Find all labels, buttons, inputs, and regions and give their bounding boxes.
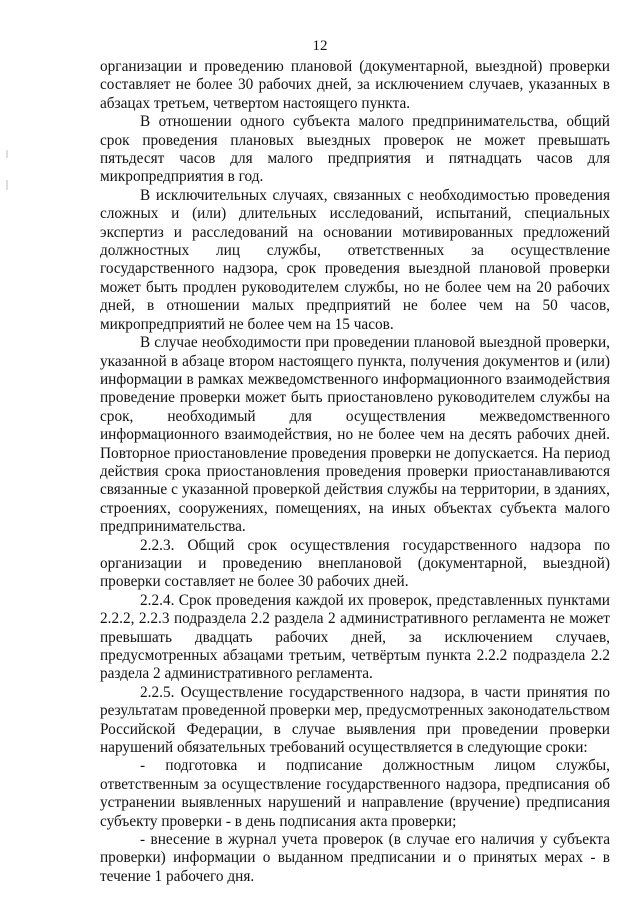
paragraph-2-2-4: 2.2.4. Срок проведения каждой их проверок, представленных пунктами 2.2.2, 2.2.3 подраздела 2.2 раздела 2 административного регламента не может превышать двадцать рабочих дней, за исключением случаев, предусмотренных абзацами третьим, четвёртым пункта 2.2.2 подраздела 2.2 раздела 2 административного регламента. [100,591,610,683]
paragraph-2-2-5: 2.2.5. Осуществление государственного надзора, в части принятия по результатам проведенной проверки мер, предусмотренных законодательством Российской Федерации, в случае выявления при проведении проверки нарушений обязательных требований осуществляется в следующие сроки: [100,683,610,757]
page-number: 12 [312,38,328,54]
list-item-prescription: - подготовка и подписание должностным лицом службы, ответственным за осуществление государственного надзора, предписания об устранении выявленных нарушений и направление (вручение) предписания субъекту проверки - в день подписания акта проверки; [100,757,610,830]
paragraph-continuation: организации и проведению плановой (документарной, выездной) проверки составляет не более 30 рабочих дней, за исключением случаев, указанных в абзацах третьем, четвертом настоящего пункта. [100,58,610,112]
paragraph-exceptional-extension: В исключительных случаях, связанных с необходимостью проведения сложных и (или) длительных исследований, испытаний, специальных экспертиз и расследований на основании мотивированных предложений должностных лиц службы, ответственных за осуществление государственного надзора, срок проведения выездной плановой проверки может быть продлен руководителем службы, но не более чем на 20 рабочих дней, в отношении малых предприятий не более чем на 50 часов, микропредприятий не более чем на 15 часов. [100,186,610,333]
list-item-journal-entry: - внесение в журнал учета проверок (в случае его наличия у субъекта проверки) информации о выданном предписании и о принятых мерах - в течение 1 рабочего дня. [100,831,610,885]
document-body [100,58,610,886]
paragraph-2-2-3: 2.2.3. Общий срок осуществления государственного надзора по организации и проведению внеплановой (документарной, выездной) проверки составляет не более 30 рабочих дней. [100,536,610,591]
paragraph-small-business-limit: В отношении одного субъекта малого предпринимательства, общий срок проведения плановых выездных проверок не может превышать пятьдесят часов для малого предприятия и пятнадцать часов для микропредприятия в год. [100,113,610,186]
scan-margin-marks [6,150,10,190]
paragraph-suspension: В случае необходимости при проведении плановой выездной проверки, указанной в абзаце втором настоящего пункта, получения документов и (или) информации в рамках межведомственного информационного взаимодействия проведение проверки может быть приостановлено руководителем службы на срок, необходимый для осуществления межведомственного информационного взаимодействия, но не более чем на десять рабочих дней. Повторное приостановление проведения проверки не допускается. На период действия срока приостановления проведения проверки приостанавливаются связанные с указанной проверкой действия службы на территории, в зданиях, строениях, сооружениях, помещениях, на иных объектах субъекта малого предпринимательства. [100,334,610,536]
